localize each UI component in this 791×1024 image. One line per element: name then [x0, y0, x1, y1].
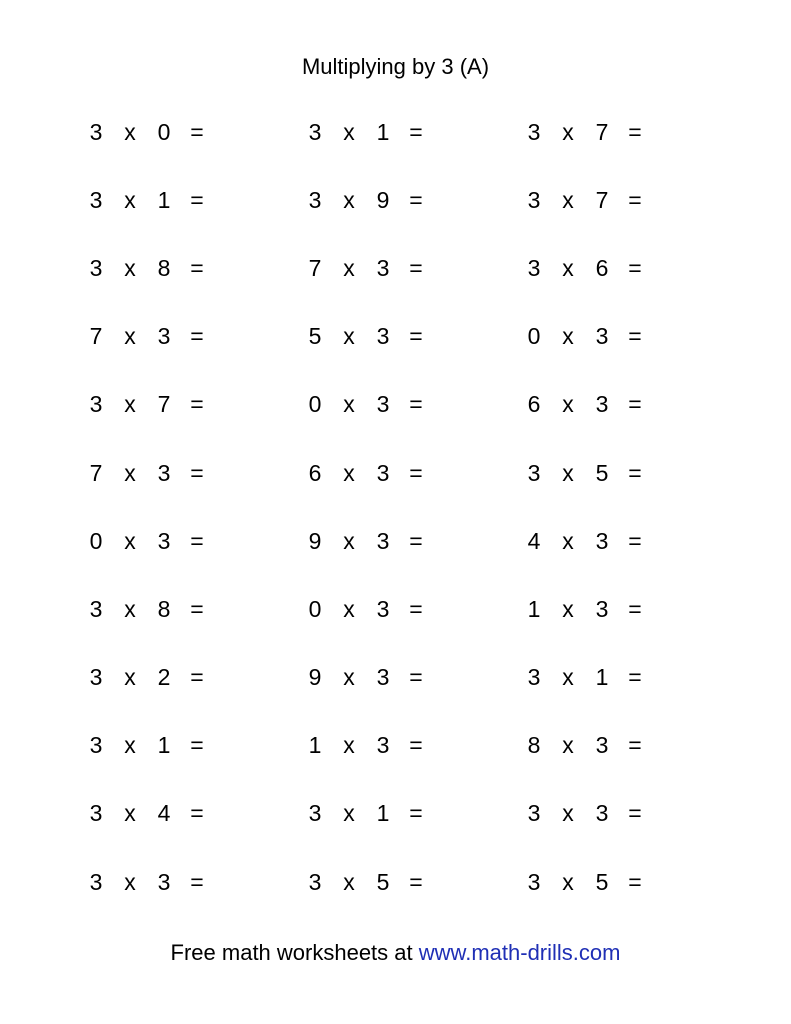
problem	[524, 848, 743, 916]
equals-sign: =	[409, 323, 423, 350]
equals-sign: =	[409, 527, 423, 554]
factor-b: 1	[157, 186, 171, 213]
equals-sign: =	[409, 391, 423, 418]
problem	[524, 166, 743, 234]
factor-a: 3	[308, 868, 322, 895]
factor-b: 3	[376, 323, 390, 350]
factor-b: 3	[376, 527, 390, 554]
problem	[305, 166, 524, 234]
equals-sign: =	[628, 595, 642, 622]
factor-b: 8	[157, 595, 171, 622]
factor-b: 1	[157, 732, 171, 759]
problem	[524, 234, 743, 302]
factor-a: 3	[89, 254, 103, 281]
equals-sign: =	[628, 868, 642, 895]
factor-a: 8	[527, 732, 541, 759]
factor-a: 6	[308, 459, 322, 486]
factor-a: 3	[89, 732, 103, 759]
times-sign: x	[124, 595, 136, 622]
factor-b: 3	[595, 800, 609, 827]
factor-b: 3	[595, 527, 609, 554]
problem-grid	[0, 98, 791, 918]
problem	[86, 848, 305, 916]
factor-b: 3	[157, 459, 171, 486]
problem	[305, 234, 524, 302]
times-sign: x	[124, 868, 136, 895]
factor-a: 7	[89, 459, 103, 486]
equals-sign: =	[409, 664, 423, 691]
factor-a: 7	[89, 323, 103, 350]
times-sign: x	[124, 527, 136, 554]
factor-a: 3	[89, 868, 103, 895]
problem	[86, 98, 305, 166]
problem	[524, 780, 743, 848]
factor-b: 3	[595, 323, 609, 350]
equals-sign: =	[628, 118, 642, 145]
problem	[86, 166, 305, 234]
factor-a: 3	[89, 391, 103, 418]
equals-sign: =	[409, 118, 423, 145]
equals-sign: =	[628, 664, 642, 691]
factor-b: 5	[376, 868, 390, 895]
factor-a: 6	[527, 391, 541, 418]
problem	[305, 848, 524, 916]
factor-b: 9	[376, 186, 390, 213]
equals-sign: =	[628, 800, 642, 827]
factor-a: 3	[527, 118, 541, 145]
factor-a: 4	[527, 527, 541, 554]
factor-b: 3	[595, 595, 609, 622]
factor-b: 0	[157, 118, 171, 145]
factor-a: 5	[308, 323, 322, 350]
factor-a: 0	[527, 323, 541, 350]
problem	[524, 575, 743, 643]
times-sign: x	[562, 254, 574, 281]
factor-a: 1	[527, 595, 541, 622]
times-sign: x	[343, 254, 355, 281]
problem	[86, 575, 305, 643]
factor-b: 5	[595, 459, 609, 486]
equals-sign: =	[409, 186, 423, 213]
problem	[524, 98, 743, 166]
times-sign: x	[562, 527, 574, 554]
problem	[524, 507, 743, 575]
equals-sign: =	[628, 254, 642, 281]
equals-sign: =	[190, 459, 204, 486]
problem	[305, 303, 524, 371]
equals-sign: =	[190, 800, 204, 827]
equals-sign: =	[190, 118, 204, 145]
problem	[305, 98, 524, 166]
factor-a: 3	[308, 186, 322, 213]
times-sign: x	[343, 732, 355, 759]
factor-a: 0	[308, 595, 322, 622]
equals-sign: =	[190, 254, 204, 281]
times-sign: x	[124, 118, 136, 145]
equals-sign: =	[409, 254, 423, 281]
problem	[524, 712, 743, 780]
factor-a: 9	[308, 527, 322, 554]
factor-a: 3	[527, 459, 541, 486]
equals-sign: =	[628, 732, 642, 759]
factor-b: 3	[595, 391, 609, 418]
equals-sign: =	[409, 595, 423, 622]
times-sign: x	[562, 391, 574, 418]
problem	[305, 780, 524, 848]
times-sign: x	[343, 800, 355, 827]
factor-b: 3	[376, 664, 390, 691]
equals-sign: =	[190, 868, 204, 895]
equals-sign: =	[190, 323, 204, 350]
factor-b: 3	[376, 595, 390, 622]
factor-b: 3	[376, 732, 390, 759]
times-sign: x	[562, 323, 574, 350]
footer-link[interactable]: www.math-drills.com	[418, 940, 621, 965]
equals-sign: =	[409, 868, 423, 895]
problem	[86, 780, 305, 848]
times-sign: x	[343, 527, 355, 554]
times-sign: x	[124, 732, 136, 759]
times-sign: x	[124, 391, 136, 418]
factor-b: 7	[595, 118, 609, 145]
problem	[524, 644, 743, 712]
factor-a: 3	[308, 800, 322, 827]
times-sign: x	[343, 391, 355, 418]
equals-sign: =	[628, 323, 642, 350]
factor-b: 4	[157, 800, 171, 827]
factor-a: 3	[308, 118, 322, 145]
factor-a: 3	[89, 664, 103, 691]
equals-sign: =	[190, 186, 204, 213]
worksheet-title: Multiplying by 3 (A)	[301, 54, 490, 79]
times-sign: x	[562, 459, 574, 486]
factor-b: 7	[157, 391, 171, 418]
problem	[86, 371, 305, 439]
equals-sign: =	[409, 732, 423, 759]
problem	[524, 439, 743, 507]
factor-a: 3	[527, 186, 541, 213]
times-sign: x	[562, 868, 574, 895]
times-sign: x	[343, 664, 355, 691]
problem	[524, 303, 743, 371]
factor-a: 0	[308, 391, 322, 418]
equals-sign: =	[628, 391, 642, 418]
factor-b: 3	[376, 254, 390, 281]
footer-text: Free math worksheets at	[170, 940, 413, 965]
problem	[86, 712, 305, 780]
factor-b: 3	[157, 323, 171, 350]
equals-sign: =	[628, 459, 642, 486]
factor-b: 3	[376, 391, 390, 418]
factor-a: 0	[89, 527, 103, 554]
equals-sign: =	[628, 527, 642, 554]
equals-sign: =	[190, 391, 204, 418]
equals-sign: =	[409, 800, 423, 827]
footer	[0, 938, 791, 968]
factor-a: 3	[527, 800, 541, 827]
times-sign: x	[343, 868, 355, 895]
problem	[305, 712, 524, 780]
times-sign: x	[124, 664, 136, 691]
factor-b: 7	[595, 186, 609, 213]
problem	[86, 234, 305, 302]
times-sign: x	[124, 323, 136, 350]
equals-sign: =	[190, 527, 204, 554]
problem	[305, 575, 524, 643]
equals-sign: =	[190, 664, 204, 691]
times-sign: x	[562, 595, 574, 622]
times-sign: x	[124, 459, 136, 486]
times-sign: x	[343, 118, 355, 145]
factor-b: 3	[157, 868, 171, 895]
times-sign: x	[343, 186, 355, 213]
factor-a: 3	[89, 186, 103, 213]
times-sign: x	[343, 595, 355, 622]
times-sign: x	[124, 254, 136, 281]
problem	[86, 303, 305, 371]
problem	[86, 439, 305, 507]
problem	[305, 439, 524, 507]
factor-a: 1	[308, 732, 322, 759]
factor-b: 5	[595, 868, 609, 895]
problem	[86, 644, 305, 712]
factor-b: 3	[595, 732, 609, 759]
times-sign: x	[124, 186, 136, 213]
times-sign: x	[562, 800, 574, 827]
factor-a: 7	[308, 254, 322, 281]
times-sign: x	[562, 732, 574, 759]
problem	[305, 371, 524, 439]
times-sign: x	[562, 664, 574, 691]
factor-a: 9	[308, 664, 322, 691]
problem	[305, 644, 524, 712]
factor-b: 1	[595, 664, 609, 691]
equals-sign: =	[628, 186, 642, 213]
times-sign: x	[343, 459, 355, 486]
factor-b: 6	[595, 254, 609, 281]
factor-b: 3	[376, 459, 390, 486]
problem	[305, 507, 524, 575]
problem	[524, 371, 743, 439]
factor-a: 3	[527, 254, 541, 281]
factor-b: 3	[157, 527, 171, 554]
factor-a: 3	[527, 664, 541, 691]
problem	[86, 507, 305, 575]
factor-a: 3	[89, 595, 103, 622]
factor-b: 1	[376, 118, 390, 145]
equals-sign: =	[190, 732, 204, 759]
times-sign: x	[124, 800, 136, 827]
equals-sign: =	[409, 459, 423, 486]
factor-a: 3	[527, 868, 541, 895]
factor-b: 8	[157, 254, 171, 281]
equals-sign: =	[190, 595, 204, 622]
factor-b: 2	[157, 664, 171, 691]
times-sign: x	[562, 186, 574, 213]
factor-a: 3	[89, 118, 103, 145]
times-sign: x	[343, 323, 355, 350]
factor-a: 3	[89, 800, 103, 827]
times-sign: x	[562, 118, 574, 145]
factor-b: 1	[376, 800, 390, 827]
